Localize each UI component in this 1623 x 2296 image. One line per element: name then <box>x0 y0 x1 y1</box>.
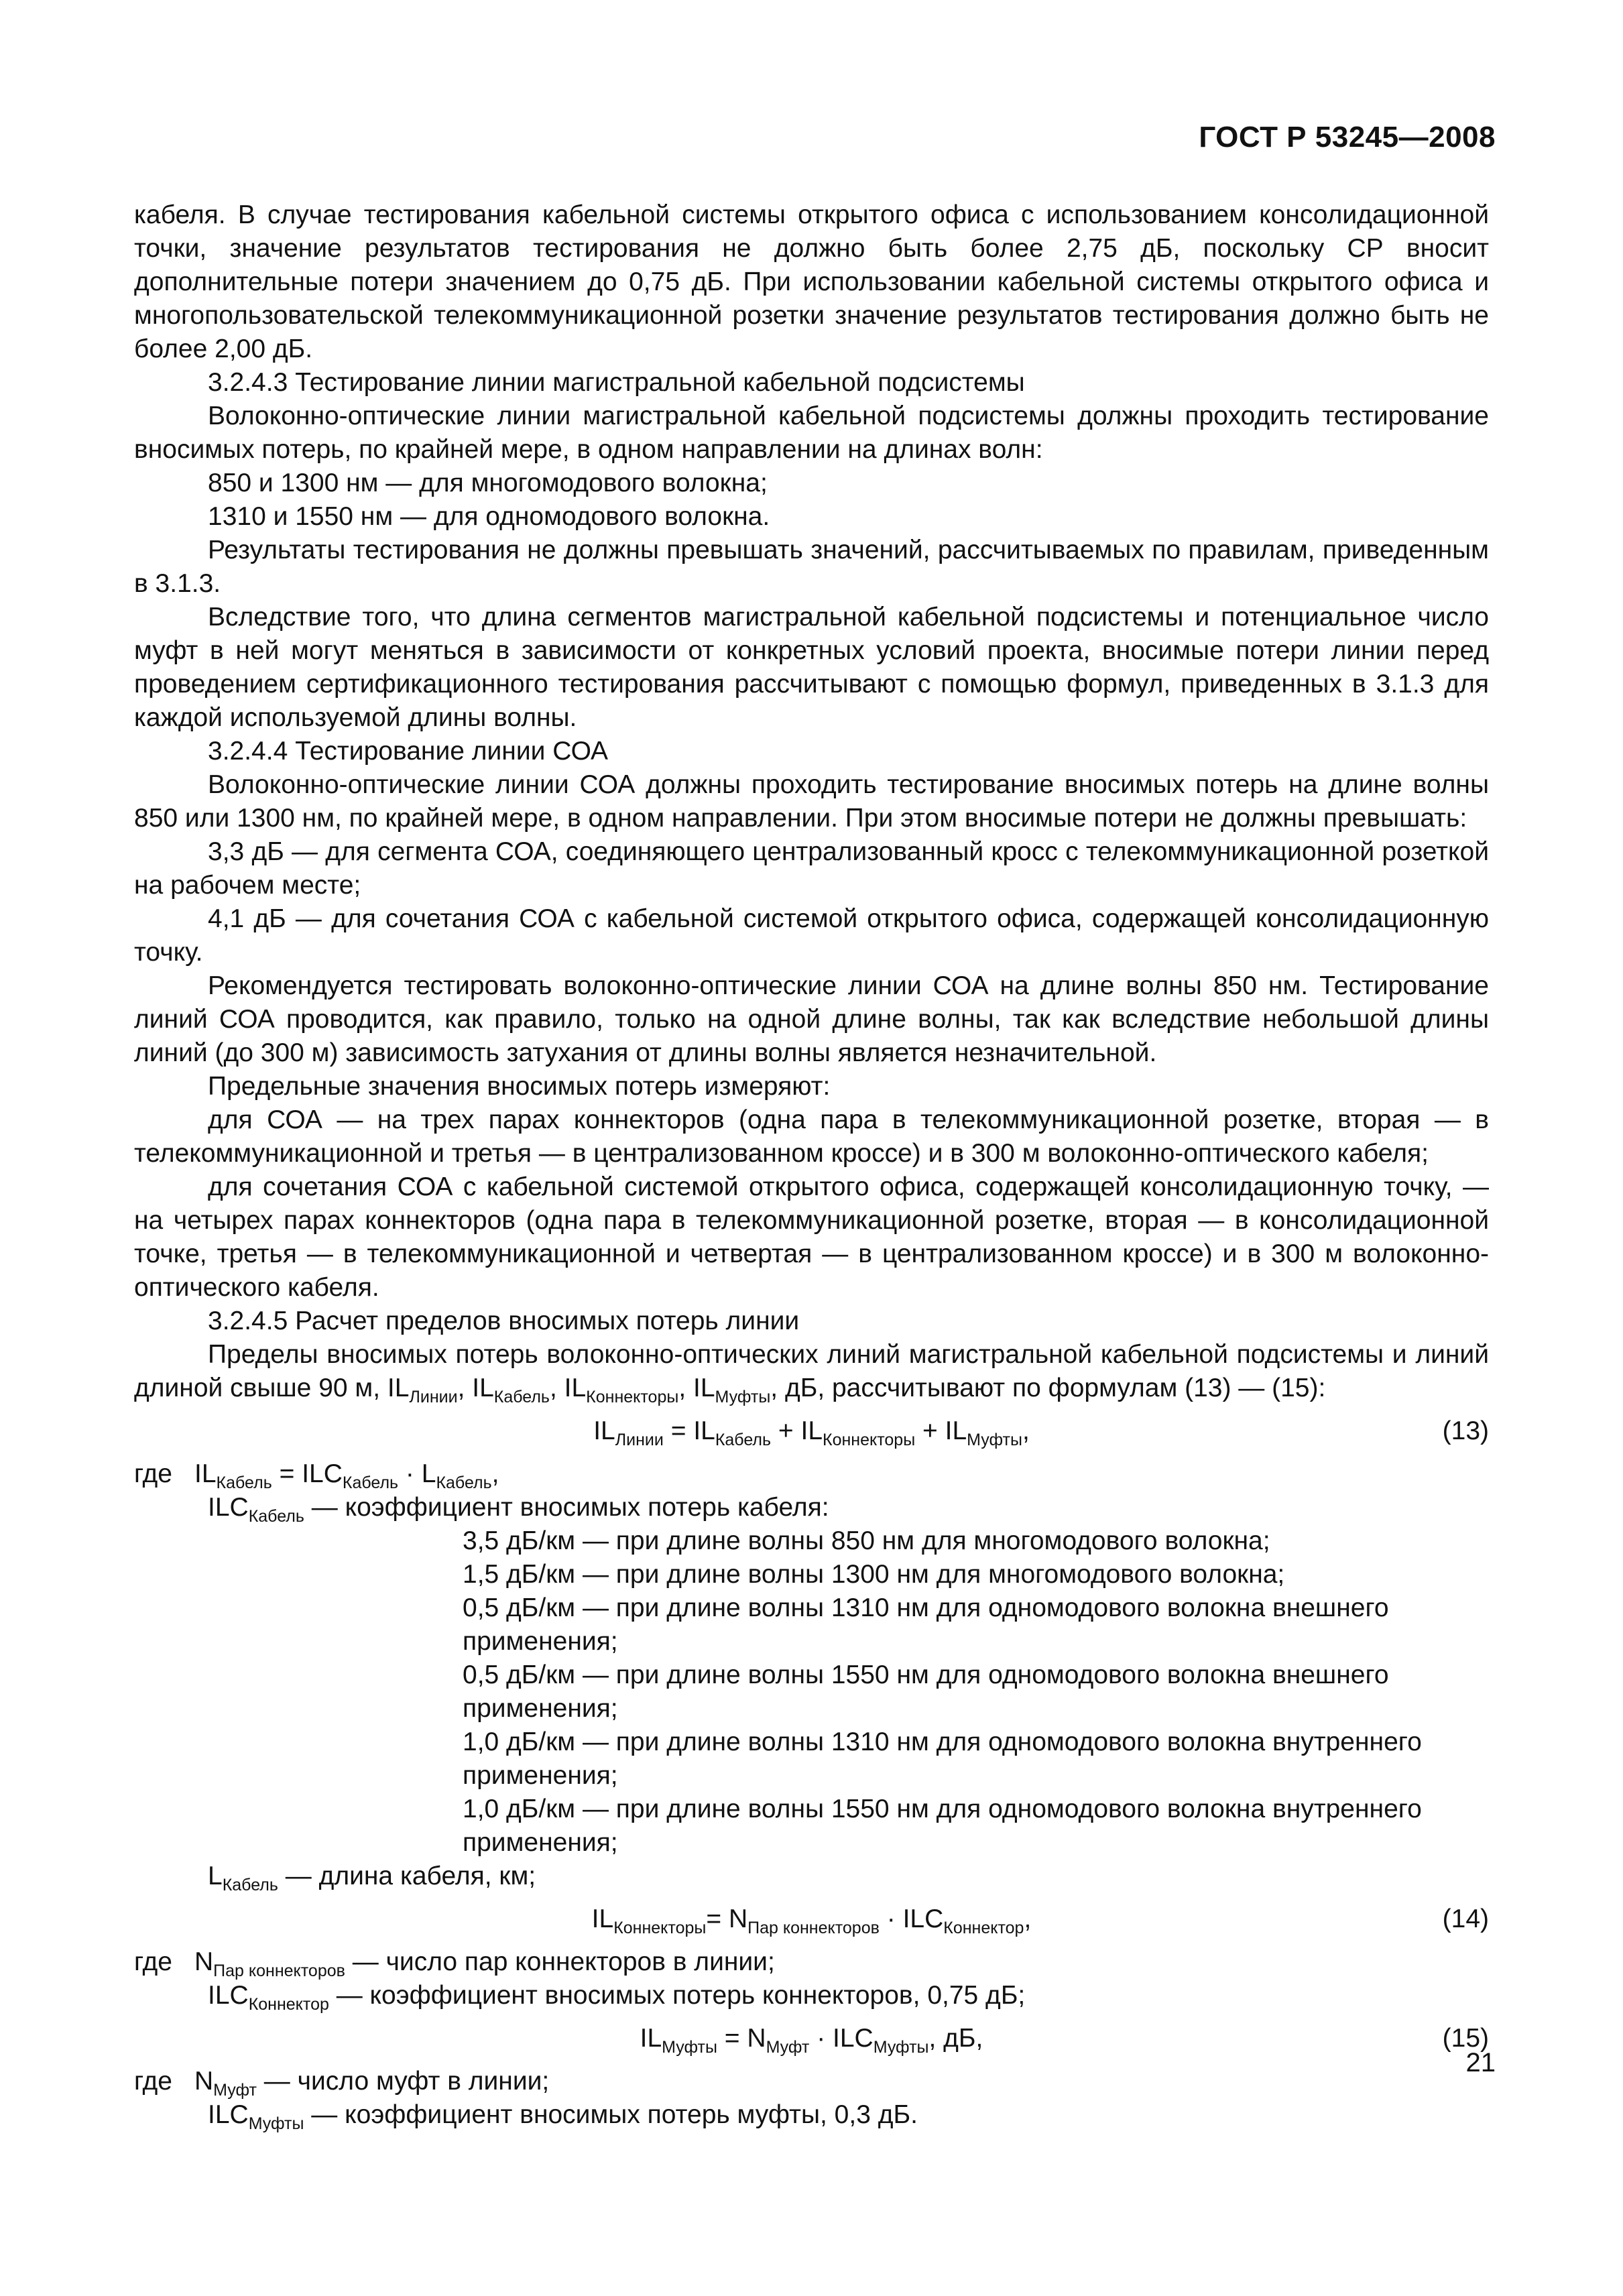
paragraph-formula-intro: Пределы вносимых потерь волоконно-оптических линий магистральной кабельной подсистемы и линий длиной свыше 90 м, $IL_{Линии}$, $IL_{Кабель}$, $IL_{Коннекторы}$, $IL_{Муфты}$, дБ, рассчитывают по формулам (13) — (15): <box>134 1340 1489 1406</box>
where-label: где <box>134 1947 172 1976</box>
paragraph: Волоконно-оптические линии магистральной кабельной подсистемы должны проходить тестирование вносимых потерь, по крайней мере, в одном направлении на длинах волн: <box>134 402 1489 464</box>
formula-13-number: (13) <box>1442 1416 1489 1445</box>
where-clause <box>134 1945 1489 1979</box>
page-number: 21 <box>1465 2048 1496 2077</box>
paragraph: 3,3 дБ — для сегмента СОА, соединяющего централизованный кросс с телекоммуникационной розеткой на рабочем месте; <box>134 837 1489 900</box>
definition-ilc-couplings: $ILC_{Муфты}$ — коэффициент вносимых потерь муфты, 0,3 дБ. <box>208 2100 918 2133</box>
where-label: где <box>134 1459 172 1488</box>
definition-n-couplings: $N_{Муфт}$ — число муфт в линии; <box>194 2067 550 2100</box>
paragraph: Волоконно-оптические линии СОА должны проходить тестирование вносимых потерь на длине волны 850 или 1300 нм, по крайней мере, в одном направлении. При этом вносимые потери не должны превышать: <box>134 770 1489 833</box>
list-item: 3,5 дБ/км — при длине волны 850 нм для многомодового волокна; <box>463 1526 1270 1555</box>
definition-n-pairs: $N_{Пар коннекторов}$ — число пар коннекторов в линии; <box>194 1947 775 1980</box>
definition-l-cable: $L_{Кабель}$ — длина кабеля, км; <box>208 1862 536 1894</box>
where-clause <box>134 2065 1489 2098</box>
list-item: 0,5 дБ/км — при длине волны 1550 нм для одномодового волокна внешнего применения; <box>463 1660 1389 1723</box>
paragraph: для СОА — на трех парах коннекторов (одна пара в телекоммуникационной розетке, вторая — в телекоммуникационной и третья — в централизованном кроссе) и в 300 м волоконно-оптического кабеля; <box>134 1105 1489 1168</box>
formula-15-expression: $IL_{Муфты} = N_{Муфт} \cdot ILC_{Муфты}$, дБ, <box>640 2024 983 2057</box>
list-item: 1310 и 1550 нм — для одномодового волокна. <box>208 502 770 531</box>
where-clause <box>134 1457 1489 1491</box>
formula-14-expression: $IL_{Коннекторы}= N_{Пар коннекторов} \cdot ILC_{Коннектор}$, <box>591 1905 1032 1937</box>
list-item: 1,5 дБ/км — при длине волны 1300 нм для многомодового волокна; <box>463 1560 1285 1589</box>
section-heading-3-2-4-5: 3.2.4.5 Расчет пределов вносимых потерь линии <box>208 1307 800 1335</box>
document-header: ГОСТ Р 53245—2008 <box>1199 121 1496 154</box>
paragraph: кабеля. В случае тестирования кабельной системы открытого офиса с использованием консолидационной точки, значение результатов тестирования не должно быть более 2,75 дБ, поскольку СР вносит дополнительные потери значением до 0,75 дБ. При использовании кабельной системы открытого офиса и многопользовательской телекоммуникационной розетки значение результатов тестирования должно быть не более 2,00 дБ. <box>134 200 1489 363</box>
paragraph: для сочетания СОА с кабельной системой открытого офиса, содержащей консолидационную точку, — на четырех парах коннекторов (одна пара в телекоммуникационной розетке, вторая — в консолидационной точке, третья — в телекоммуникационной и четвертая — в централизованном кроссе) и в 300 м волоконно-оптического кабеля. <box>134 1172 1489 1302</box>
list-item: 850 и 1300 нм — для многомодового волокна; <box>208 469 768 497</box>
paragraph: Вследствие того, что длина сегментов магистральной кабельной подсистемы и потенциальное число муфт в ней могут меняться в зависимости от конкретных условий проекта, вносимые потери линии перед проведением сертификационного тестирования рассчитывают с помощью формул, приведенных в 3.1.3 для каждой используемой длины волны. <box>134 603 1489 732</box>
where-label: где <box>134 2067 172 2096</box>
document-body <box>134 198 1489 2132</box>
paragraph: Предельные значения вносимых потерь измеряют: <box>208 1072 831 1101</box>
list-item: 0,5 дБ/км — при длине волны 1310 нм для одномодового волокна внешнего применения; <box>463 1593 1389 1656</box>
section-heading-3-2-4-3: 3.2.4.3 Тестирование линии магистральной кабельной подсистемы <box>208 368 1025 397</box>
formula-13-expression: $IL_{Линии} = IL_{Кабель} + IL_{Коннекторы} + IL_{Муфты}$, <box>593 1416 1030 1449</box>
formula-15 <box>134 2018 1489 2059</box>
paragraph: Результаты тестирования не должны превышать значений, рассчитываемых по правилам, приведенным в 3.1.3. <box>134 536 1489 598</box>
paragraph: 4,1 дБ — для сочетания СОА с кабельной системой открытого офиса, содержащей консолидационную точку. <box>134 904 1489 967</box>
paragraph: Рекомендуется тестировать волоконно-оптические линии СОА на длине волны 850 нм. Тестирование линий СОА проводится, как правило, только на одной длине волны, так как вследствие небольшой длины линий (до 300 м) зависимость затухания от длины волны является незначительной. <box>134 971 1489 1067</box>
definition-ilc-cable: $ILC_{Кабель}$ — коэффициент вносимых потерь кабеля: <box>208 1493 829 1526</box>
list-item: 1,0 дБ/км — при длине волны 1550 нм для одномодового волокна внутреннего применения; <box>463 1795 1422 1857</box>
definition-il-cable: $IL_{Кабель} = ILC_{Кабель} \cdot L_{Кабель}$, <box>194 1459 499 1492</box>
formula-15-number: (15) <box>1442 2024 1489 2053</box>
definition-ilc-connector: $ILC_{Коннектор}$ — коэффициент вносимых потерь коннекторов, 0,75 дБ; <box>208 1981 1026 2014</box>
formula-13 <box>134 1410 1489 1452</box>
formula-14-number: (14) <box>1442 1905 1489 1933</box>
list-item: 1,0 дБ/км — при длине волны 1310 нм для одномодового волокна внутреннего применения; <box>463 1728 1422 1790</box>
formula-14 <box>134 1898 1489 1940</box>
section-heading-3-2-4-4: 3.2.4.4 Тестирование линии СОА <box>208 737 609 766</box>
